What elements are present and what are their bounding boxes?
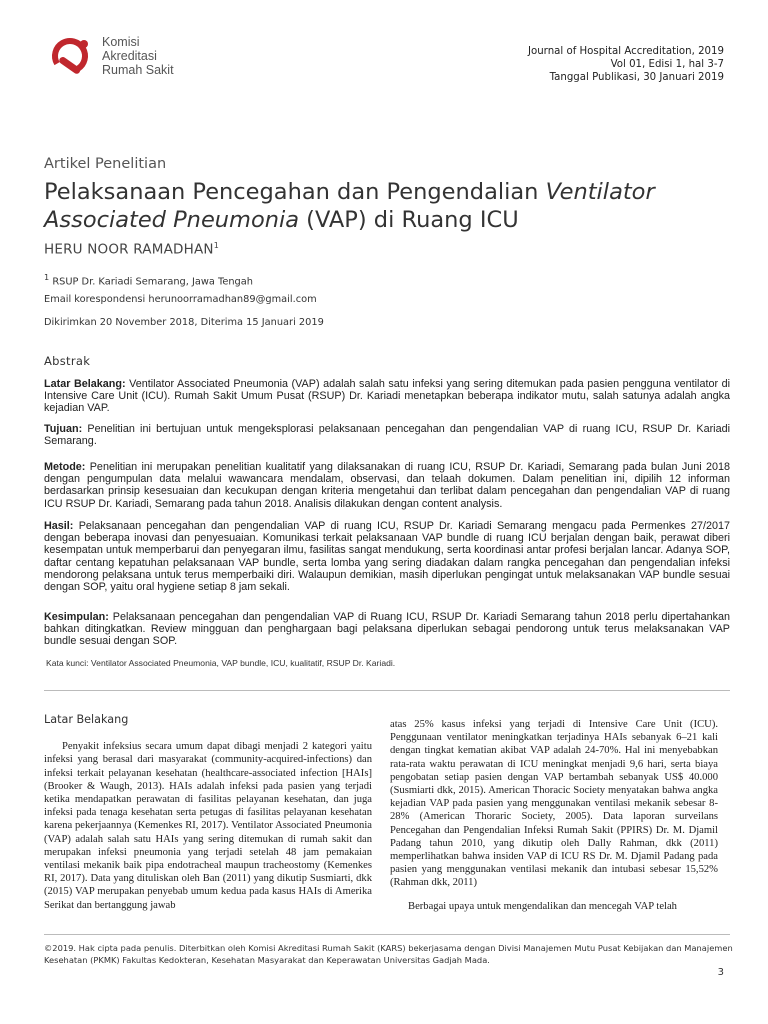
journal-info bbox=[528, 45, 724, 84]
abstract-conclusion bbox=[44, 611, 730, 648]
text-tujuan: Penelitian ini bertujuan untuk mengeksplorasi pelaksanaan pencegahan dan pengendalian VAP di ruang ICU, RSUP Dr. Kariadi Semarang. bbox=[44, 423, 730, 448]
journal-volume: Vol 01, Edisi 1, hal 3-7 bbox=[610, 59, 724, 70]
page-number: 3 bbox=[717, 967, 724, 978]
logo-line-2: Akreditasi bbox=[102, 49, 157, 63]
title-part-c: (VAP) di Ruang ICU bbox=[299, 207, 519, 233]
copyright-notice: ©2019. Hak cipta pada penulis. Diterbitkan oleh Komisi Akreditasi Rumah Sakit (KARS) bekerjasama dengan Divisi Manajemen Mutu Pusat Kebijakan dan Manajemen Kesehatan (PKMK) Fakultas Kedokteran, Kesehatan Masyarakat dan Keperawatan Universitas Gadjah Mada. bbox=[44, 943, 733, 965]
journal-publication-date: Tanggal Publikasi, 30 Januari 2019 bbox=[549, 72, 724, 83]
title-part-a: Pelaksanaan Pencegahan dan Pengendalian bbox=[44, 179, 546, 205]
body-paragraph: Penyakit infeksius secara umum dapat dibagi menjadi 2 kategori yaitu infeksi yang berasal dari masyarakat (community-acquired-infections) dan infeksi terkait pelayanan kesehatan (healthcare-associated infection [HAIs] (Brooker & Waugh, 2013). HAIs adalah infeksi pada pasien yang terjadi ketika mendapatkan perawatan di fasilitas pelayanan kesehatan, dan juga infeksi pada tenaga kesehatan serta petugas di fasilitas pelayanan kesehatan karena pekerjaannya (Kemenkes RI, 2017). Ventilator Associated Pneumonia (VAP) adalah salah satu HAIs yang sering ditemukan di rumah sakit dan merupakan infeksi pneumonia yang terjadi setelah 48 jam pemakaian ventilasi mekanik baik pipa endotracheal maupun tracheostomy (Kemenkes RI, 2017). Data yang dituliskan oleh Ban (2011) yang dikutip Susmiarti, dkk (2015) VAP merupakan penyebab umum kedua pada kasus HAIs di Amerika Serikat dan bertanggung jawab bbox=[44, 741, 372, 911]
affiliation bbox=[44, 272, 253, 287]
label-tujuan: Tujuan: bbox=[44, 423, 83, 435]
abstract-background bbox=[44, 378, 730, 415]
article-type: Artikel Penelitian bbox=[44, 156, 167, 172]
text-latar-belakang: Ventilator Associated Pneumonia (VAP) adalah salah satu infeksi yang sering ditemukan pada pasien pengguna ventilator di Intensive Care Unit (ICU). Rumah Sakit Umum Pusat (RSUP) Dr. Kariadi menetapkan beberapa indikator mutu, salah satunya adalah angka kejadian VAP. bbox=[44, 378, 730, 415]
body-column-left bbox=[44, 713, 372, 912]
keywords: Kata kunci: Ventilator Associated Pneumonia, VAP bundle, ICU, kualitatif, RSUP Dr. Kariadi. bbox=[46, 658, 396, 668]
author-name: HERU NOOR RAMADHAN bbox=[44, 241, 214, 258]
abstract-results bbox=[44, 520, 730, 593]
section-divider bbox=[44, 690, 730, 691]
title-part-b: Ventilator Associated Pneumonia bbox=[44, 179, 655, 233]
author-superscript: 1 bbox=[213, 241, 219, 250]
body-paragraph: Berbagai upaya untuk mengendalikan dan mencegah VAP telah bbox=[408, 900, 677, 912]
body-paragraph: atas 25% kasus infeksi yang terjadi di Intensive Care Unit (ICU). Penggunaan ventilator meningkatkan terjadinya HAIs sebanyak 6–21 kali dengan tingkat kematian akibat VAP adalah 24-70%. Hal ini menyebabkan rata-rata waktu perawatan di ICU meningkat menjadi 9,6 hari, serta biaya pengobatan setiap pasien dengan VAP bertambah sebanyak US$ 40.000 (Susmiarti dkk, 2015). American Thoracic Society menyatakan bahwa angka kejadian VAP pada pasien yang menggunakan ventilasi mekanik sebesar 8-28% (American Thoraric Society, 2005). Data laporan surveilans Pencegahan dan Pengendalian Infeksi Rumah Sakit (PPIRS) Dr. M. Djamil Padang tahun 2010, yang dikutip oleh Dally Rahman, dkk (2011) memperlihatkan bahwa insiden VAP di ICU RS Dr. M. Djamil Padang pada pasien yang menggunakan ventilasi mekanik dan intubasi sebesar 15,52% (Rahman dkk, 2011) bbox=[390, 719, 718, 889]
journal-name: Journal of Hospital Accreditation, 2019 bbox=[527, 46, 724, 57]
kars-emblem-icon bbox=[48, 34, 96, 84]
label-latar-belakang: Latar Belakang: bbox=[44, 378, 126, 390]
logo-text bbox=[102, 35, 174, 77]
abstract-heading: Abstrak bbox=[44, 354, 91, 368]
text-kesimpulan: Pelaksanaan pencegahan dan pengendalian VAP di Ruang ICU, RSUP Dr. Kariadi Semarang tahun 2018 perlu dipertahankan bahkan ditingkatkan. Review mingguan dan penghargaan bagi pelaksana diperlukan sebagai pendorong untuk terus melaksanakan VAP bundle sesuai dengan SOP. bbox=[44, 611, 730, 648]
label-hasil: Hasil: bbox=[44, 520, 74, 532]
label-kesimpulan: Kesimpulan: bbox=[44, 611, 109, 623]
logo-line-1: Komisi bbox=[102, 35, 140, 49]
author bbox=[44, 241, 219, 258]
body-column-right bbox=[390, 718, 718, 913]
submission-dates: Dikirimkan 20 November 2018, Diterima 15 Januari 2019 bbox=[44, 317, 324, 328]
footer-divider bbox=[44, 934, 730, 935]
affiliation-text: RSUP Dr. Kariadi Semarang, Jawa Tengah bbox=[49, 276, 253, 288]
text-hasil: Pelaksanaan pencegahan dan pengendalian VAP di ruang ICU, RSUP Dr. Kariadi Semarang mengacu pada Permenkes 27/2017 dengan beberapa inovasi dan penyesuaian. Komunikasi terkait pelaksanaan VAP bundle di ruang ICU berjalan dengan baik, perawat diberi kesempatan untuk memperbarui dan penyegaran ilmu, fasilitas sangat mendukung, serta koordinasi antar profesi berjalan lancar. Adanya SOP, daftar centang kepatuhan pelaksanaan VAP bundle, serta lomba yang sering diadakan dalam rangka pencegahan dan pengendalian infeksi mendorong pelaksana untuk terus memperbaiki diri. Walaupun demikian, masih diperlukan pengingat untuk melaksanakan VAP bundle sesuai dengan SOP, yaitu oral hygiene setiap 8 jam sekali. bbox=[44, 520, 730, 594]
text-metode: Penelitian ini merupakan penelitian kualitatif yang dilaksanakan di ruang ICU, RSUP Dr. Kariadi, Semarang pada bulan Juni 2018 dengan pengumpulan data melalui wawancara mendalam, observasi, dan telaah dokumen. Dalam penelitian ini, dipilih 12 informan berdasarkan prinsip kesesuaian dan kecukupan dengan kriteria mengetahui dan terlibat dalam pencegahan dan pengendalian VAP di ruang ICU RSUP Dr. Kariadi, Semarang pada tahun 2018. Analisis dilakukan dengan content analysis. bbox=[44, 461, 730, 510]
section-heading: Latar Belakang bbox=[44, 713, 129, 726]
abstract-method bbox=[44, 461, 730, 510]
label-metode: Metode: bbox=[44, 461, 86, 473]
article-title bbox=[44, 178, 734, 234]
abstract-objective bbox=[44, 423, 730, 447]
affiliation-superscript: 1 bbox=[44, 272, 50, 282]
correspondence-email: Email korespondensi herunoorramadhan89@gmail.com bbox=[44, 294, 317, 305]
kars-logo bbox=[48, 32, 198, 88]
logo-line-3: Rumah Sakit bbox=[102, 63, 174, 77]
